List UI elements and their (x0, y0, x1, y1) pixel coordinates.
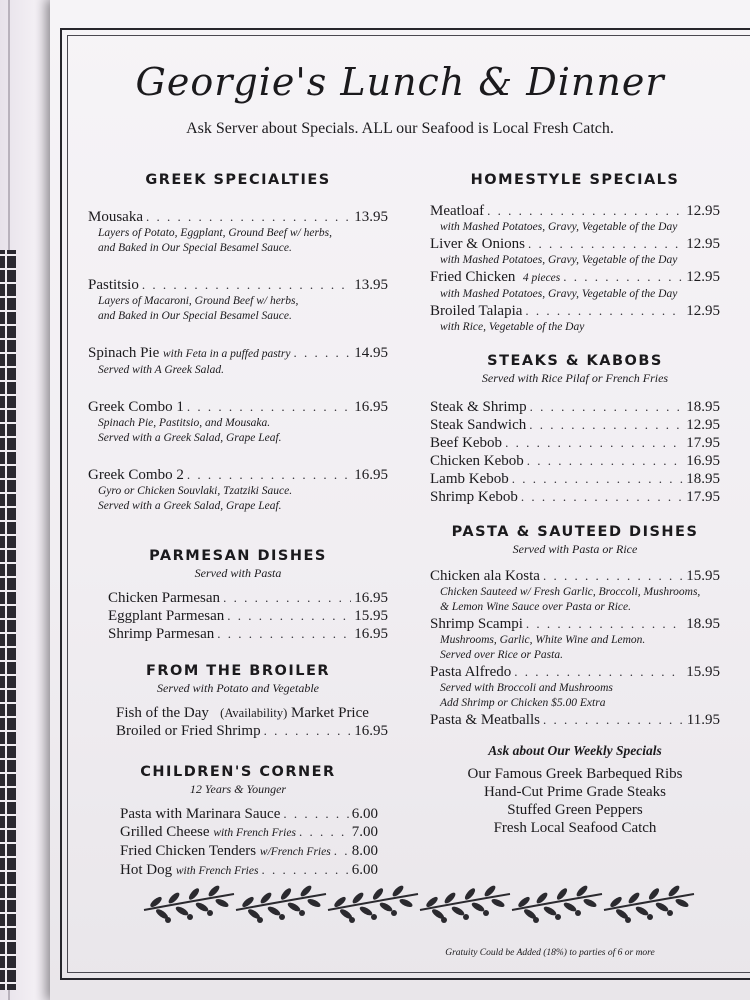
menu-item-steak-shrimp: Steak & Shrimp . . . 18.95 (430, 398, 720, 416)
section-title-children: CHILDREN'S CORNER (140, 764, 336, 780)
olive-branch-decoration (142, 880, 702, 930)
item-price: 13.95 (354, 277, 388, 293)
menu-item-pasta-marinara: Pasta with Marinara Sauce . . . 6.00 (120, 805, 378, 823)
section-subtitle: Served with Pasta (194, 566, 282, 580)
section-subtitle: Served with Potato and Vegetable (157, 681, 319, 695)
menu-item-lamb-kebob: Lamb Kebob . . . 18.95 (430, 470, 720, 488)
item-name: Spinach Pie (88, 345, 160, 361)
item-price: 16.95 (354, 399, 388, 415)
right-column (430, 172, 720, 837)
weekly-special: Our Famous Greek Barbequed Ribs (467, 766, 683, 782)
menu-item-grilled-cheese: Grilled Cheese with French Fries . . . 7.00 (120, 823, 378, 842)
menu-item-pasta-alfredo: Pasta Alfredo . . . 15.95 Served with Broccoli and Mushrooms Add Shrimp or Chicken $5.00 Extra (430, 663, 720, 711)
menu-item-fried-chicken: Fried Chicken 4 pieces . . . 12.95 with Mashed Potatoes, Gravy, Vegetable of the Day (430, 268, 720, 302)
menu-item-eggplant-parmesan: Eggplant Parmesan . . . 15.95 (108, 607, 388, 625)
menu-item-pastitsio (88, 276, 388, 324)
weekly-special: Fresh Local Seafood Catch (493, 820, 657, 836)
menu-item-greek-combo-2 (88, 466, 388, 514)
restaurant-title: Georgie's Lunch & Dinner (135, 60, 665, 104)
menu-item-broiled-fried-shrimp: Broiled or Fried Shrimp . . . 16.95 (116, 722, 388, 740)
menu-item-broiled-talapia: Broiled Talapia . . . 12.95 with Rice, Vegetable of the Day (430, 302, 720, 335)
menu-item-mousaka (88, 208, 388, 256)
item-price: 14.95 (354, 345, 388, 361)
section-title-broiler: FROM THE BROILER (145, 663, 331, 679)
section-title-pasta: PASTA & SAUTEED DISHES (451, 524, 699, 540)
weekly-special: Hand-Cut Prime Grade Steaks (483, 784, 667, 800)
menu-item-chicken-ala-kosta: Chicken ala Kosta . . . 15.95 Chicken Sauteed w/ Fresh Garlic, Broccoli, Mushrooms, & Lemon Wine Sauce over Pasta or Rice. (430, 567, 720, 615)
menu-item-shrimp-parmesan: Shrimp Parmesan . . . 16.95 (108, 625, 388, 643)
menu-item-hot-dog: Hot Dog with French Fries . . . 6.00 (120, 861, 378, 880)
item-name: Mousaka (88, 209, 143, 225)
greek-key-border (0, 250, 16, 990)
weekly-special: Stuffed Green Peppers (507, 802, 643, 818)
menu-item-greek-combo-1 (88, 398, 388, 446)
item-price: 16.95 (354, 467, 388, 483)
item-name: Greek Combo 1 (88, 399, 184, 415)
menu-item-meatloaf: Meatloaf . . . 12.95 with Mashed Potatoes, Gravy, Vegetable of the Day (430, 202, 720, 235)
menu-page (50, 0, 750, 1000)
gratuity-note: Gratuity Could be Added (18%) to parties of 6 or more (445, 948, 655, 958)
section-subtitle: Served with Rice Pilaf or French Fries (481, 371, 669, 385)
section-subtitle: 12 Years & Younger (189, 782, 287, 796)
item-name: Pastitsio (88, 277, 139, 293)
left-column (88, 172, 388, 880)
item-desc: and Baked in Our Special Besamel Sauce. (98, 242, 292, 254)
tagline: Ask Server about Specials. ALL our Seafood is Local Fresh Catch. (186, 120, 614, 137)
section-title-homestyle: HOMESTYLE SPECIALS (470, 172, 680, 188)
item-note: with Feta in a puffed pastry (163, 348, 291, 360)
menu-item-spinach-pie (88, 344, 388, 378)
menu-item-chicken-kebob: Chicken Kebob . . . 16.95 (430, 452, 720, 470)
item-desc: and Baked in Our Special Besamel Sauce. (98, 310, 292, 322)
item-price: 13.95 (354, 209, 388, 225)
menu-item-steak-sandwich: Steak Sandwich . . . 12.95 (430, 416, 720, 434)
item-desc: Layers of Macaroni, Ground Beef w/ herbs, (98, 295, 299, 307)
section-title-steaks: STEAKS & KABOBS (487, 353, 663, 369)
menu-item-shrimp-scampi: Shrimp Scampi . . . 18.95 Mushrooms, Garlic, White Wine and Lemon. Served over Rice or Pasta. (430, 615, 720, 663)
item-name: Greek Combo 2 (88, 467, 184, 483)
menu-item-chicken-parmesan: Chicken Parmesan . . . 16.95 (108, 589, 388, 607)
item-desc: Served with a Greek Salad, Grape Leaf. (98, 500, 282, 512)
menu-item-beef-kebob: Beef Kebob . . . 17.95 (430, 434, 720, 452)
item-desc: Served with a Greek Salad, Grape Leaf. (98, 432, 282, 444)
section-subtitle: Served with Pasta or Rice (512, 542, 638, 556)
menu-item-liver-onions: Liver & Onions . . . 12.95 with Mashed Potatoes, Gravy, Vegetable of the Day (430, 235, 720, 268)
section-title-greek: GREEK SPECIALTIES (145, 172, 331, 188)
menu-item-pasta-meatballs: Pasta & Meatballs . . . 11.95 (430, 711, 720, 729)
item-desc: Served with A Greek Salad. (98, 364, 224, 376)
menu-item-chicken-tenders: Fried Chicken Tenders w/French Fries . . . 8.00 (120, 842, 378, 861)
item-desc: Layers of Potato, Eggplant, Ground Beef w/ herbs, (98, 227, 333, 239)
weekly-specials-title: Ask about Our Weekly Specials (488, 743, 662, 758)
menu-item-shrimp-kebob: Shrimp Kebob . . . 17.95 (430, 488, 720, 506)
item-desc: Gyro or Chicken Souvlaki, Tzatziki Sauce. (98, 485, 293, 497)
section-title-parmesan: PARMESAN DISHES (149, 548, 327, 564)
menu-item-fish-of-the-day: Fish of the Day (Availability) Market Price (116, 705, 369, 721)
item-desc: Spinach Pie, Pastitsio, and Mousaka. (98, 417, 271, 429)
